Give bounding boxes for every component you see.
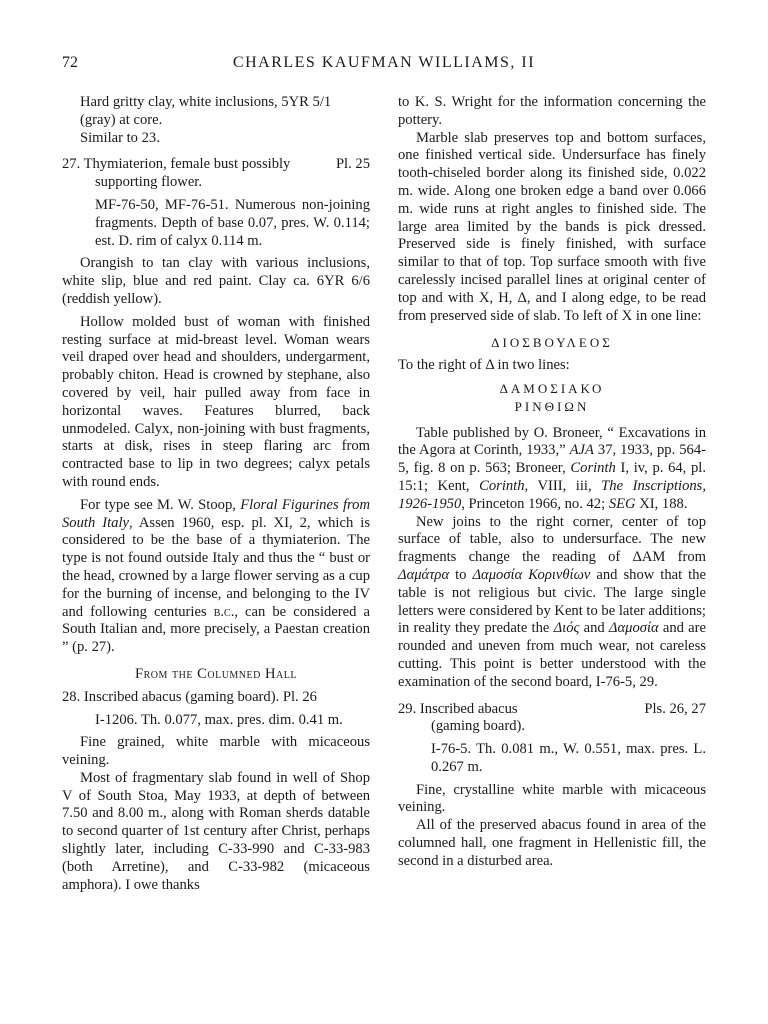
similar-note: Similar to 23. xyxy=(80,129,160,146)
entry-29-findspot: All of the preserved abacus found in area of the columned hall, one fragment in Hellenistic fill, the second in a disturbed area. xyxy=(398,817,706,869)
entry-29-title: Inscribed abacus xyxy=(419,700,518,717)
entry-28-number: 28. xyxy=(62,688,81,705)
entry-28-findspot: Most of fragmentary slab found in well of Shop V of South Stoa, May 1933, at depth of between 7.50 and 8.00 m., along with Roman sherds datable to second quarter of 1st century after Christ, perhaps slightly later, including C-33-990 and C-33-983 (both Arretine), and C-33-982 (micaceous amphora). I owe thanks xyxy=(62,769,370,893)
entry-27-description: Hollow molded bust of woman with finished resting surface at mid-breast level. Woman wears veil draped over head and shoulders, undergarment, probably chiton. Head is crowned by stephane, also covered by veil, hair pulled away from face in horizontal waves. Features blurred, back unmodeled. Calyx, non-joining with bust fragments, starts at disk, rises in steep flaring arc from contracted base to lip in two degrees; calyx petals with round ends. xyxy=(62,313,370,490)
entry-28-title: Inscribed abacus (gaming board). Pl. 26 xyxy=(83,688,317,705)
entry-29-number: 29. xyxy=(398,700,417,717)
entry-27-number: 27. xyxy=(62,156,81,173)
entry-27-heading xyxy=(62,156,328,192)
right-column xyxy=(398,94,706,871)
catalogue-entry-28 xyxy=(62,689,370,707)
entry-27-comparanda: For type see M. W. Stoop, Floral Figurines from South Italy, Assen 1960, esp. pl. XI, 2, which is considered to be the base of a thymiaterion. The type is not found outside Italy and thus the “ bust or the head, crowned by a large flower serving as a cup for the burning of incense, and belonging to the IV and following centuries b.c., can be considered a South Italian and, more precisely, a Paestan creation ” (p. 27). xyxy=(62,496,371,656)
entry-29-heading xyxy=(398,701,518,719)
inscription-line-2b: ΡΙΝΘΙΩΝ xyxy=(514,398,590,414)
entry-27-details: MF-76-50, MF-76-51. Numerous non-joining fragments. Depth of base 0.07, pres. W. 0.114; est. D. rim of calyx 0.114 m. xyxy=(95,196,370,249)
left-column xyxy=(62,94,370,894)
entry-29-plate: Pls. 26, 27 xyxy=(644,700,706,717)
slab-description: Marble slab preserves top and bottom surfaces, one finished vertical side. Undersurface has finely tooth-chiseled border along its finished side, 0.022 m. wide. Along one broken edge a band over 0.066 m. wide runs at right angles to finished side. The large area limited by the bands is pick dressed. Preserved side is finely finished, with surface similar to that of top. Top surface smooth with five carelessly incised parallel lines at original center of top and with X, H, Δ, and I along edge, to be read from preserved side of slab. To left of X in one line: xyxy=(398,129,706,324)
bibliography: Table published by O. Broneer, “ Excavations in the Agora at Corinth, 1933,” AJA 37, 1933, pp. 564-5, fig. 8 on p. 563; Broneer, Corinth I, iv, p. 64, pl. 15:1; Kent, Corinth, VIII, iii, The Inscriptions, 1926-1950, Princeton 1966, no. 42; SEG XI, 188. xyxy=(398,424,707,512)
inscription-intro-2: To the right of Δ in two lines: xyxy=(398,357,570,374)
catalogue-entry-27 xyxy=(62,156,370,192)
new-joins-discussion: New joins to the right corner, center of top surface of table, also to undersurface. The new fragments change the reading of ΔΑΜ from Δαμάτρα to Δαμοσία Κορινθίων and show that the table is not religious but civic. The large single letters were considered by Kent to be later additions; in reality they predate the Διός and Δαμοσία and are rounded and uneven from much wear, not careless cutting. This point is better understood with the examination of the second board, I-76-5, 29. xyxy=(398,513,706,690)
entry-27-clay: Orangish to tan clay with various inclusions, white slip, blue and red paint. Clay ca. 6YR 6/6 (reddish yellow). xyxy=(62,255,370,307)
entry-29-material: Fine, crystalline white marble with micaceous veining. xyxy=(398,781,706,816)
clay-description: Hard gritty clay, white inclusions, 5YR 5/1 (gray) at core. xyxy=(80,94,332,128)
page-number: 72 xyxy=(62,54,78,71)
entry-27-title: Thymiaterion, female bust possibly supporting flower. xyxy=(83,156,291,191)
entry-28-material: Fine grained, white marble with micaceous veining. xyxy=(62,734,370,769)
pottery-thanks: to K. S. Wright for the information concerning the pottery. xyxy=(398,94,706,128)
inscription-line-2a: ΔΑΜΟΣΙΑΚΟ xyxy=(499,380,605,396)
section-heading: From the Columned Hall xyxy=(135,665,297,682)
entry-27-plate: Pl. 25 xyxy=(335,156,370,173)
running-head: CHARLES KAUFMAN WILLIAMS, II xyxy=(232,54,536,71)
entry-29-title-cont: (gaming board). xyxy=(431,718,526,735)
entry-28-details: I-1206. Th. 0.077, max. pres. dim. 0.41 m. xyxy=(95,711,343,728)
inscription-line-1: ΔΙΟΣΒΟΥΛΕΟΣ xyxy=(491,335,613,351)
catalogue-entry-29 xyxy=(398,701,706,719)
entry-29-details: I-76-5. Th. 0.081 m., W. 0.551, max. pres. L. 0.267 m. xyxy=(431,741,706,775)
page-header xyxy=(62,54,706,78)
